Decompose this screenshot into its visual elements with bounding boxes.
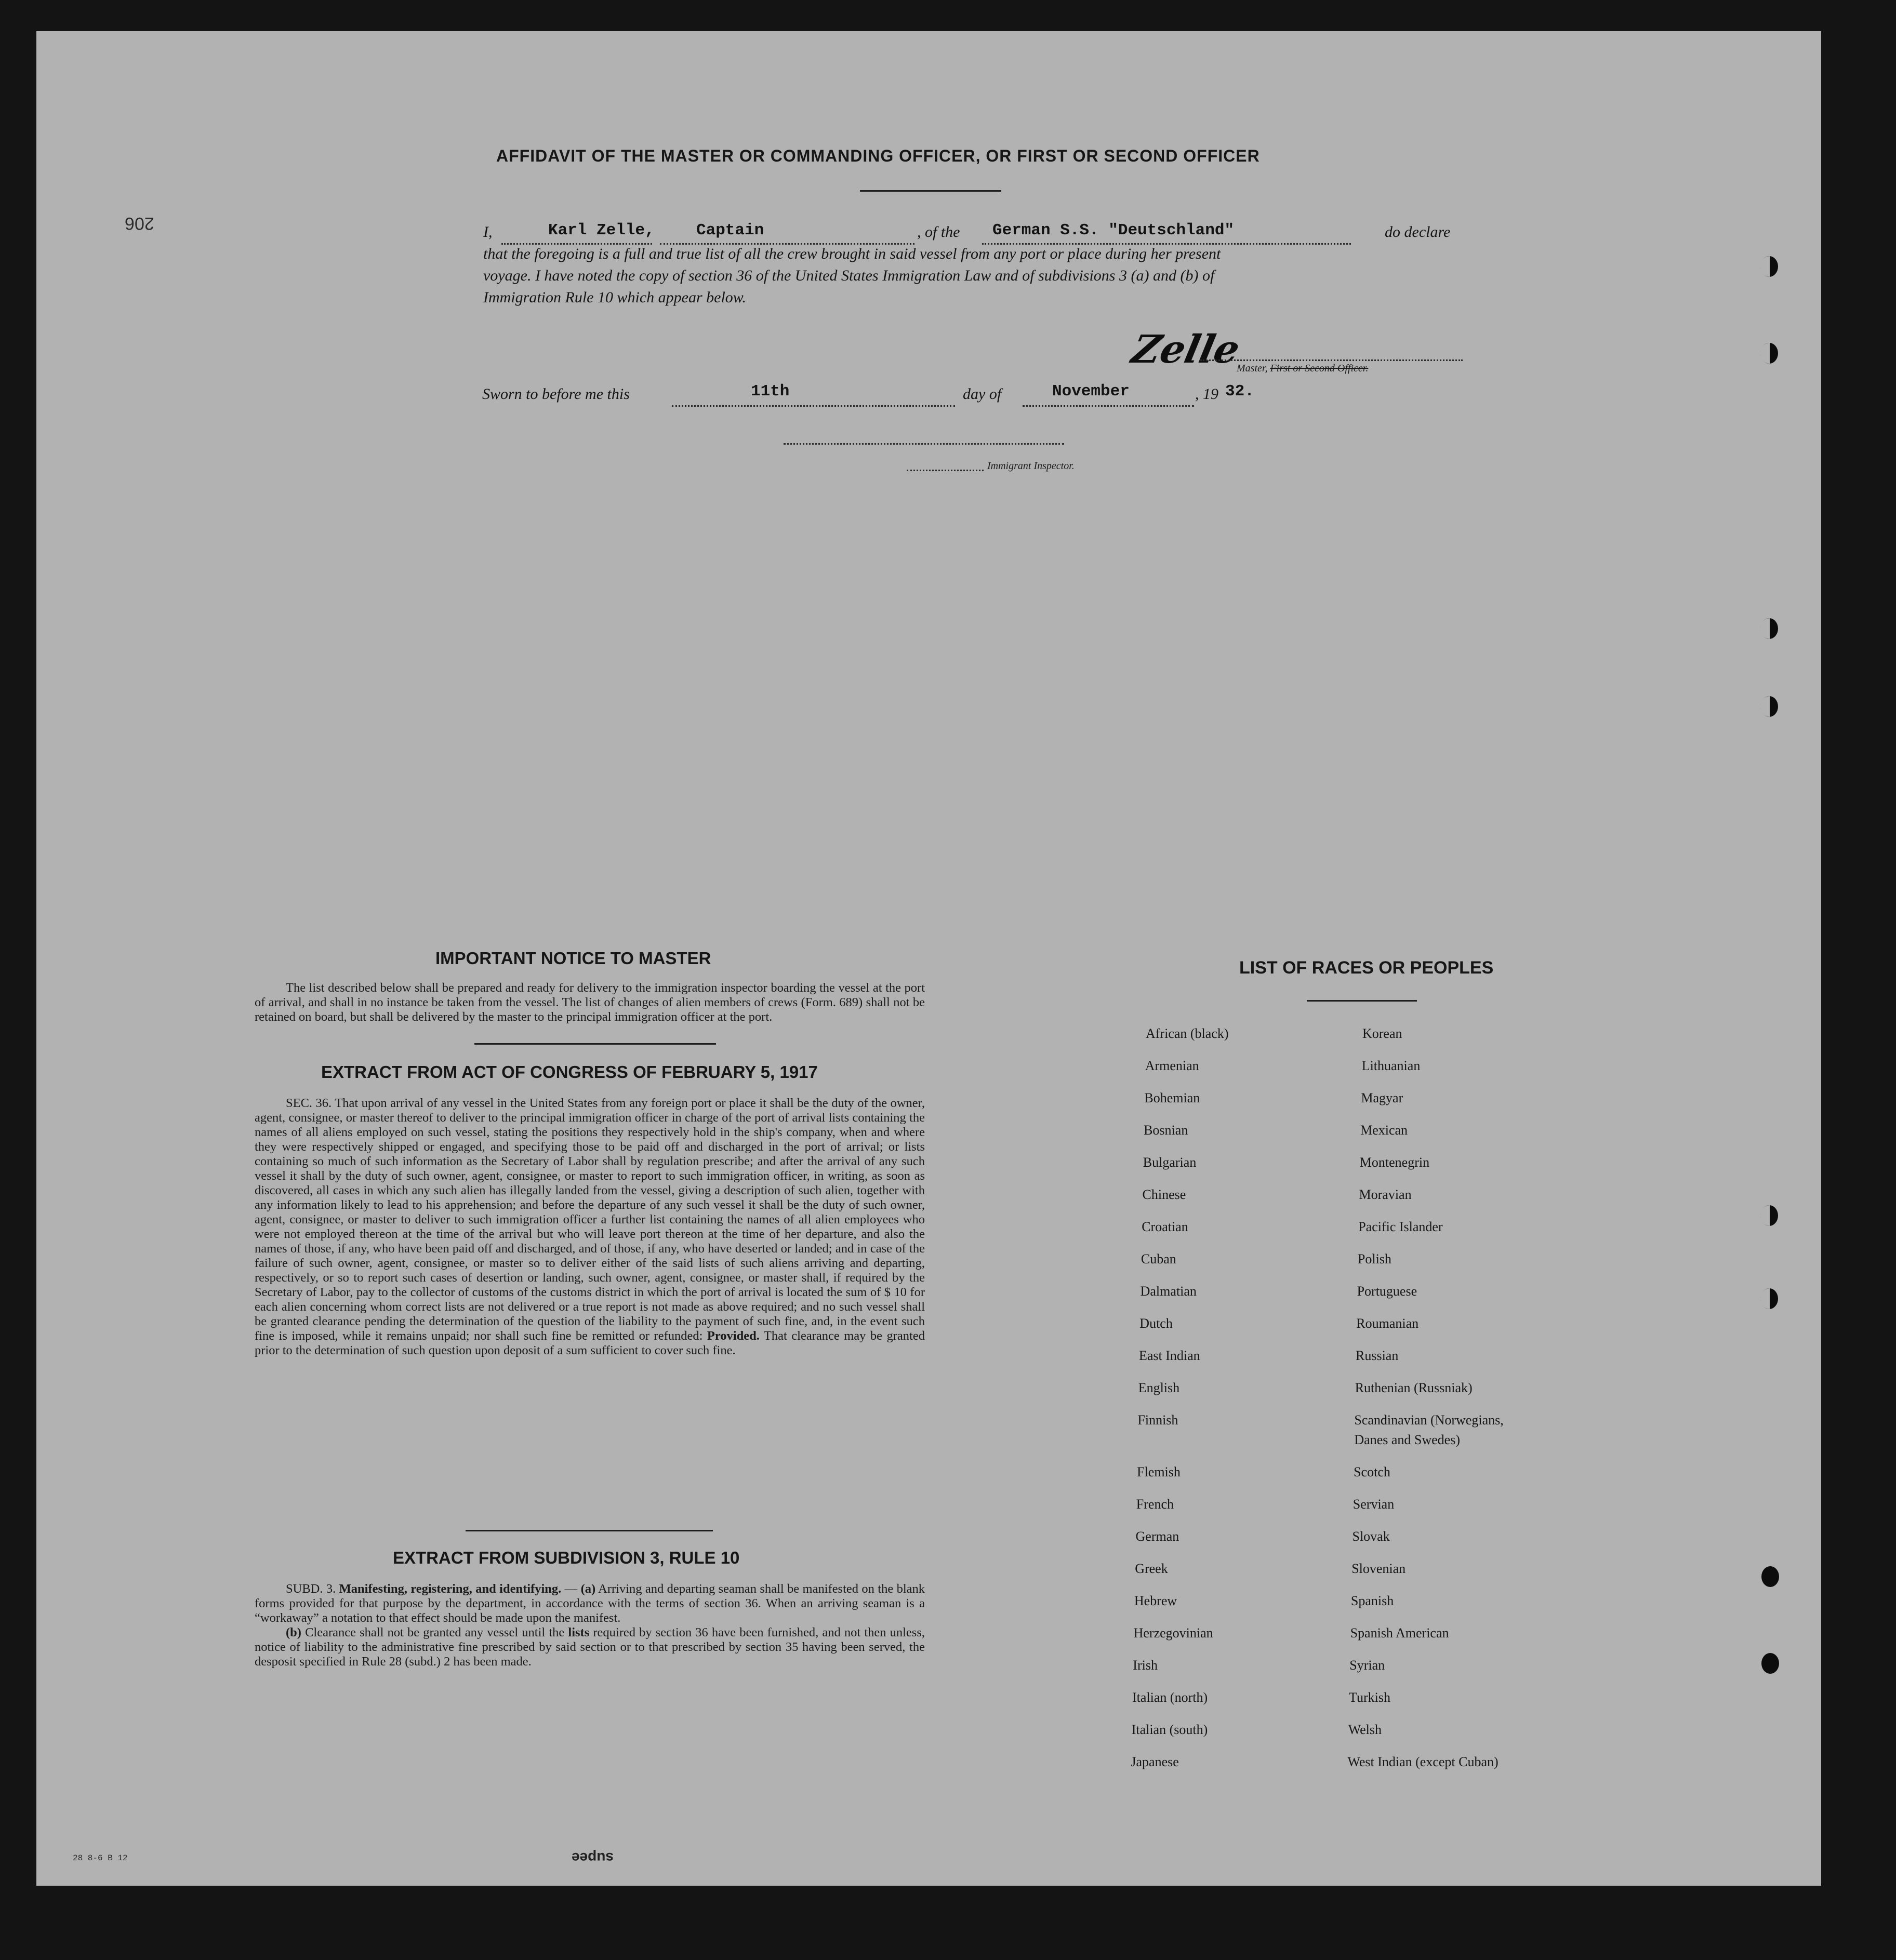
subd-dash: — <box>561 1582 581 1596</box>
footer-stamp: supee <box>572 1850 614 1866</box>
race-item: Japanese <box>1131 1754 1179 1769</box>
race-item: Magyar <box>1361 1090 1403 1105</box>
affidavit-heading-rule <box>860 190 1001 192</box>
subd-b-text-2: required by section 36 have been furnished, and not then unless, notice of liability to the administrative fine prescribed by said section or to that prescribed by section 35 having been served, the desposit specified in Rule 28 (subd.) 2 has been made. <box>255 1625 925 1669</box>
race-item: Croatian <box>1142 1219 1188 1234</box>
affidavit-line-3: voyage. I have noted the copy of section 36 of the United States Immigration Law and of subdivisions 3 (a) and (b) of <box>483 267 1215 284</box>
day-dotted-line <box>672 405 955 407</box>
form-code: 28 8-6 B 12 <box>73 1854 128 1863</box>
race-item: Irish <box>1133 1658 1158 1673</box>
race-item: Korean <box>1362 1026 1402 1041</box>
caption-struck-officer: First or Second Officer. <box>1270 363 1369 374</box>
race-item: Dutch <box>1139 1316 1173 1331</box>
master-signature: Zelle <box>1128 327 1244 372</box>
race-item: French <box>1136 1497 1174 1512</box>
race-item: Moravian <box>1359 1187 1412 1202</box>
binder-hole <box>1760 1288 1778 1309</box>
subd-b-lists: lists <box>568 1625 590 1639</box>
race-item: Italian (south) <box>1131 1722 1208 1737</box>
race-item: Spanish <box>1350 1593 1394 1608</box>
race-item: Bosnian <box>1144 1123 1188 1138</box>
signature-caption <box>1237 363 1368 375</box>
do-declare-label: do declare <box>1385 223 1451 241</box>
race-item: Flemish <box>1137 1464 1181 1479</box>
race-item: Lithuanian <box>1361 1058 1421 1073</box>
binder-hole <box>1761 1566 1779 1587</box>
race-item: Mexican <box>1360 1123 1408 1138</box>
subd-b-label: (b) <box>286 1625 301 1639</box>
subd-label: SUBD. 3. <box>286 1582 336 1596</box>
affidavit-heading: AFFIDAVIT OF THE MASTER OR COMMANDING OFFICER, OR FIRST OR SECOND OFFICER <box>496 146 1260 165</box>
act-extract-rule <box>466 1530 713 1531</box>
binder-hole <box>1761 1653 1779 1674</box>
subd-a-text: Arriving and departing seaman shall be manifested on the blank forms provided for that purpose by the department, in accordance with the terms of section 36. When an arriving seaman is a “workaway” a notation to that effect should be made upon the manifest. <box>255 1582 925 1625</box>
document-page <box>36 31 1821 1886</box>
race-item: Russian <box>1356 1348 1399 1363</box>
affidavit-line-4: Immigration Rule 10 which appear below. <box>483 289 747 306</box>
race-item: German <box>1135 1529 1179 1544</box>
rank-dotted-line <box>660 243 914 245</box>
notice-text: The list described below shall be prepared and ready for delivery to the immigration inspector boarding the vessel at the port of arrival, and shall in no instance be taken from the vessel. The list of changes of alien members of crews (Form. 689) shall not be retained on board, but shall be delivered by the master to the principal immigration officer at the port. <box>255 981 925 1024</box>
year-value: 32. <box>1225 382 1254 401</box>
subd-a-label: (a) <box>580 1582 596 1596</box>
inspector-caption-dots <box>907 470 984 471</box>
race-item: Armenian <box>1145 1058 1199 1073</box>
vessel-name-value: German S.S. "Deutschland" <box>992 221 1235 239</box>
race-item: Slovenian <box>1351 1561 1406 1576</box>
i-label: I, <box>483 223 493 241</box>
inspector-caption: Immigrant Inspector. <box>987 460 1075 472</box>
race-item: Greek <box>1135 1561 1168 1576</box>
race-item: Danes and Swedes) <box>1354 1432 1460 1447</box>
notice-heading: IMPORTANT NOTICE TO MASTER <box>435 949 711 968</box>
race-item: Pacific Islander <box>1358 1219 1443 1234</box>
master-rank-value: Captain <box>696 221 764 239</box>
race-item: Syrian <box>1349 1658 1385 1673</box>
race-item: Servian <box>1353 1497 1395 1512</box>
margin-page-number: 206 <box>125 214 154 233</box>
rule-extract-heading: EXTRACT FROM SUBDIVISION 3, RULE 10 <box>393 1548 740 1567</box>
race-item: Welsh <box>1348 1722 1382 1737</box>
race-item: East Indian <box>1139 1348 1200 1363</box>
race-item: Herzegovinian <box>1133 1625 1213 1641</box>
race-item: Spanish American <box>1350 1625 1449 1641</box>
master-name-value: Karl Zelle, <box>548 221 655 239</box>
subd-title: Manifesting, registering, and identifying. <box>339 1582 562 1596</box>
day-of-label: day of <box>963 385 1002 403</box>
sec36-text-end: That clearance may be granted prior to the determination of such question upon deposit of a sum sufficient to cover such fine. <box>255 1329 925 1357</box>
subd-b-text-1: Clearance shall not be granted any vessel until the <box>305 1625 565 1639</box>
year-prefix-label: , 19 <box>1195 385 1218 403</box>
month-dotted-line <box>1023 405 1194 407</box>
of-the-label: , of the <box>917 223 960 241</box>
race-item: African (black) <box>1146 1026 1229 1041</box>
race-item: Portuguese <box>1357 1284 1417 1299</box>
race-item: Cuban <box>1141 1251 1176 1266</box>
affidavit-line-2: that the foregoing is a full and true list of all the crew brought in said vessel from any port or place during her present <box>483 245 1221 262</box>
vessel-dotted-line <box>982 243 1351 245</box>
subd-b-paragraph <box>255 1625 925 1669</box>
act-extract-text <box>255 1096 925 1358</box>
race-item: Hebrew <box>1134 1593 1177 1608</box>
sworn-label: Sworn to before me this <box>482 385 630 403</box>
binder-hole <box>1760 1205 1778 1226</box>
day-value: 11th <box>751 382 790 401</box>
race-item: Roumanian <box>1356 1316 1419 1331</box>
binder-hole <box>1760 618 1778 639</box>
race-item: Slovak <box>1352 1529 1390 1544</box>
race-item: Ruthenian (Russniak) <box>1355 1380 1473 1395</box>
notice-rule <box>474 1043 716 1045</box>
sec36-provided: Provided. <box>707 1329 760 1343</box>
binder-hole <box>1760 256 1778 277</box>
sec36-text: SEC. 36. That upon arrival of any vessel in the United States from any foreign port or place it shall be the duty of the owner, agent, consignee, or master thereof to deliver to the principal immigration officer in charge of the port of arrival lists containing the names of all aliens employed on such vessel, stating the positions they respectively hold in the ship's company, when and where they were respectively shipped or engaged, and specifying those to be paid off and discharged in the port of arrival; or lists containing so much of such information as the Secretary of Labor shall by regulation prescribe; and after the arrival of any such vessel it shall by the duty of such owner, agent, consignee, or master to report to such immigration officer, in writing, as soon as discovered, all cases in which any such alien has illegally landed from the vessel, giving a description of such alien, together with any information likely to lead to his apprehension; and before the departure of any such vessel it shall be the duty of such owner, agent, consignee, or master to deliver to such immigration officer a further list containing the names of all alien employees who were not employed thereon at the time of the arrival but who will leave port thereon at the time of her departure, and also the names of those, if any, who have been paid off and discharged, and of those, if any, who have deserted or landed; and in case of the failure of such owner, agent, consignee, or master so to deliver either of the said lists of such aliens arriving and departing, respectively, or so to report such cases of desertion or landing, such owner, agent, consignee, or master shall, if required by the Secretary of Labor, pay to the collector of customs of the customs district in which the port of arrival is located the sum of $ 10 for each alien concerning whom correct lists are not delivered or a true report is not made as above required; and no such vessel shall be granted clearance pending the determination of the question of the liability to the payment of such fine, and, in the event such fine is imposed, while it remains unpaid; nor shall such fine be remitted or refunded: <box>255 1096 925 1343</box>
race-item: Scandinavian (Norwegians, <box>1354 1412 1504 1428</box>
race-item: Dalmatian <box>1140 1284 1197 1299</box>
race-item: Polish <box>1357 1251 1391 1266</box>
races-heading: LIST OF RACES OR PEOPLES <box>1239 958 1494 978</box>
race-item: Scotch <box>1354 1464 1390 1479</box>
caption-master: Master, <box>1237 363 1270 374</box>
subd-a-paragraph <box>255 1582 925 1625</box>
race-item: West Indian (except Cuban) <box>1347 1754 1499 1769</box>
act-extract-heading: EXTRACT FROM ACT OF CONGRESS OF FEBRUARY 5, 1917 <box>321 1062 818 1082</box>
race-item: Bulgarian <box>1143 1155 1197 1170</box>
name-dotted-line <box>501 243 652 245</box>
signature-dotted-line <box>1200 359 1463 361</box>
race-item: Turkish <box>1349 1690 1390 1705</box>
rule-extract-text <box>255 1582 925 1669</box>
race-item: English <box>1138 1380 1180 1395</box>
binder-hole <box>1760 696 1778 717</box>
race-item: Chinese <box>1142 1187 1186 1202</box>
race-item: Finnish <box>1137 1412 1178 1428</box>
inspector-signature-line <box>784 443 1064 445</box>
binder-hole <box>1760 343 1778 364</box>
races-heading-rule <box>1307 1000 1417 1002</box>
race-item: Bohemian <box>1144 1090 1200 1105</box>
race-item: Italian (north) <box>1132 1690 1208 1705</box>
month-value: November <box>1052 382 1130 401</box>
race-item: Montenegrin <box>1359 1155 1430 1170</box>
